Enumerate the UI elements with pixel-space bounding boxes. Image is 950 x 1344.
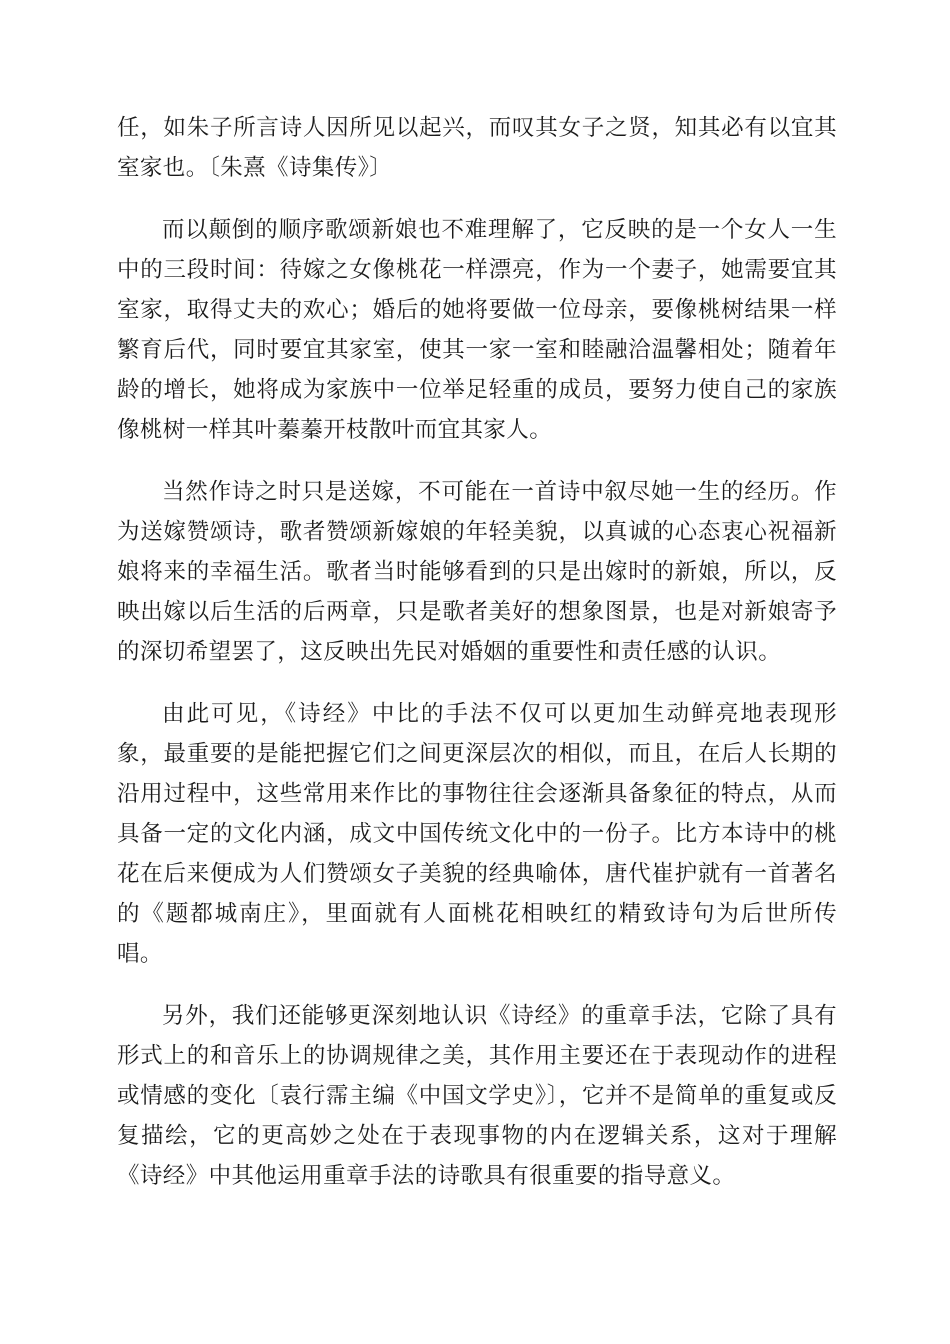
document-body — [117, 108, 837, 1196]
paragraph-repetition: 另外，我们还能够更深刻地认识《诗经》的重章手法，它除了具有形式上的和音乐上的协调规律之美，其作用主要还在于表现动作的进程或情感的变化〔袁行霈主编《中国文学史》〕，它并不是简单的重复或反复描绘，它的更高妙之处在于表现事物的内在逻辑关系，这对于理解《诗经》中其他运用重章手法的诗歌具有很重要的指导意义。 — [117, 1003, 837, 1189]
paragraph-metaphor: 由此可见，《诗经》中比的手法不仅可以更加生动鲜亮地表现形象，最重要的是能把握它们之间更深层次的相似，而且，在后人长期的沿用过程中，这些常用来作比的事物往往会逐渐具备象征的特点，从而具备一定的文化内涵，成文中国传统文化中的一份子。比方本诗中的桃花在后来便成为人们赞颂女子美貌的经典喻体，唐代崔护就有一首著名的《题都城南庄》，里面就有人面桃花相映红的精致诗句为后世所传唱。 — [117, 701, 837, 967]
paragraph-continuation: 任，如朱子所言诗人因所见以起兴，而叹其女子之贤，知其必有以宜其室家也。〔朱熹《诗集传》〕 — [117, 115, 837, 181]
paragraph-wedding-song: 当然作诗之时只是送嫁，不可能在一首诗中叙尽她一生的经历。作为送嫁赞颂诗，歌者赞颂新嫁娘的年轻美貌，以真诚的心态衷心祝福新娘将来的幸福生活。歌者当时能够看到的只是出嫁时的新娘，所以，反映出嫁以后生活的后两章，只是歌者美好的想象图景，也是对新娘寄予的深切希望罢了，这反映出先民对婚姻的重要性和责任感的认识。 — [117, 479, 837, 665]
paragraph-reverse-order: 而以颠倒的顺序歌颂新娘也不难理解了，它反映的是一个女人一生中的三段时间：待嫁之女像桃花一样漂亮，作为一个妻子，她需要宜其室家，取得丈夫的欢心；婚后的她将要做一位母亲，要像桃树结果一样繁育后代，同时要宜其家室，使其一家一室和睦融洽温馨相处；随着年龄的增长，她将成为家族中一位举足轻重的成员，要努力使自己的家族像桃树一样其叶蓁蓁开枝散叶而宜其家人。 — [117, 217, 837, 443]
